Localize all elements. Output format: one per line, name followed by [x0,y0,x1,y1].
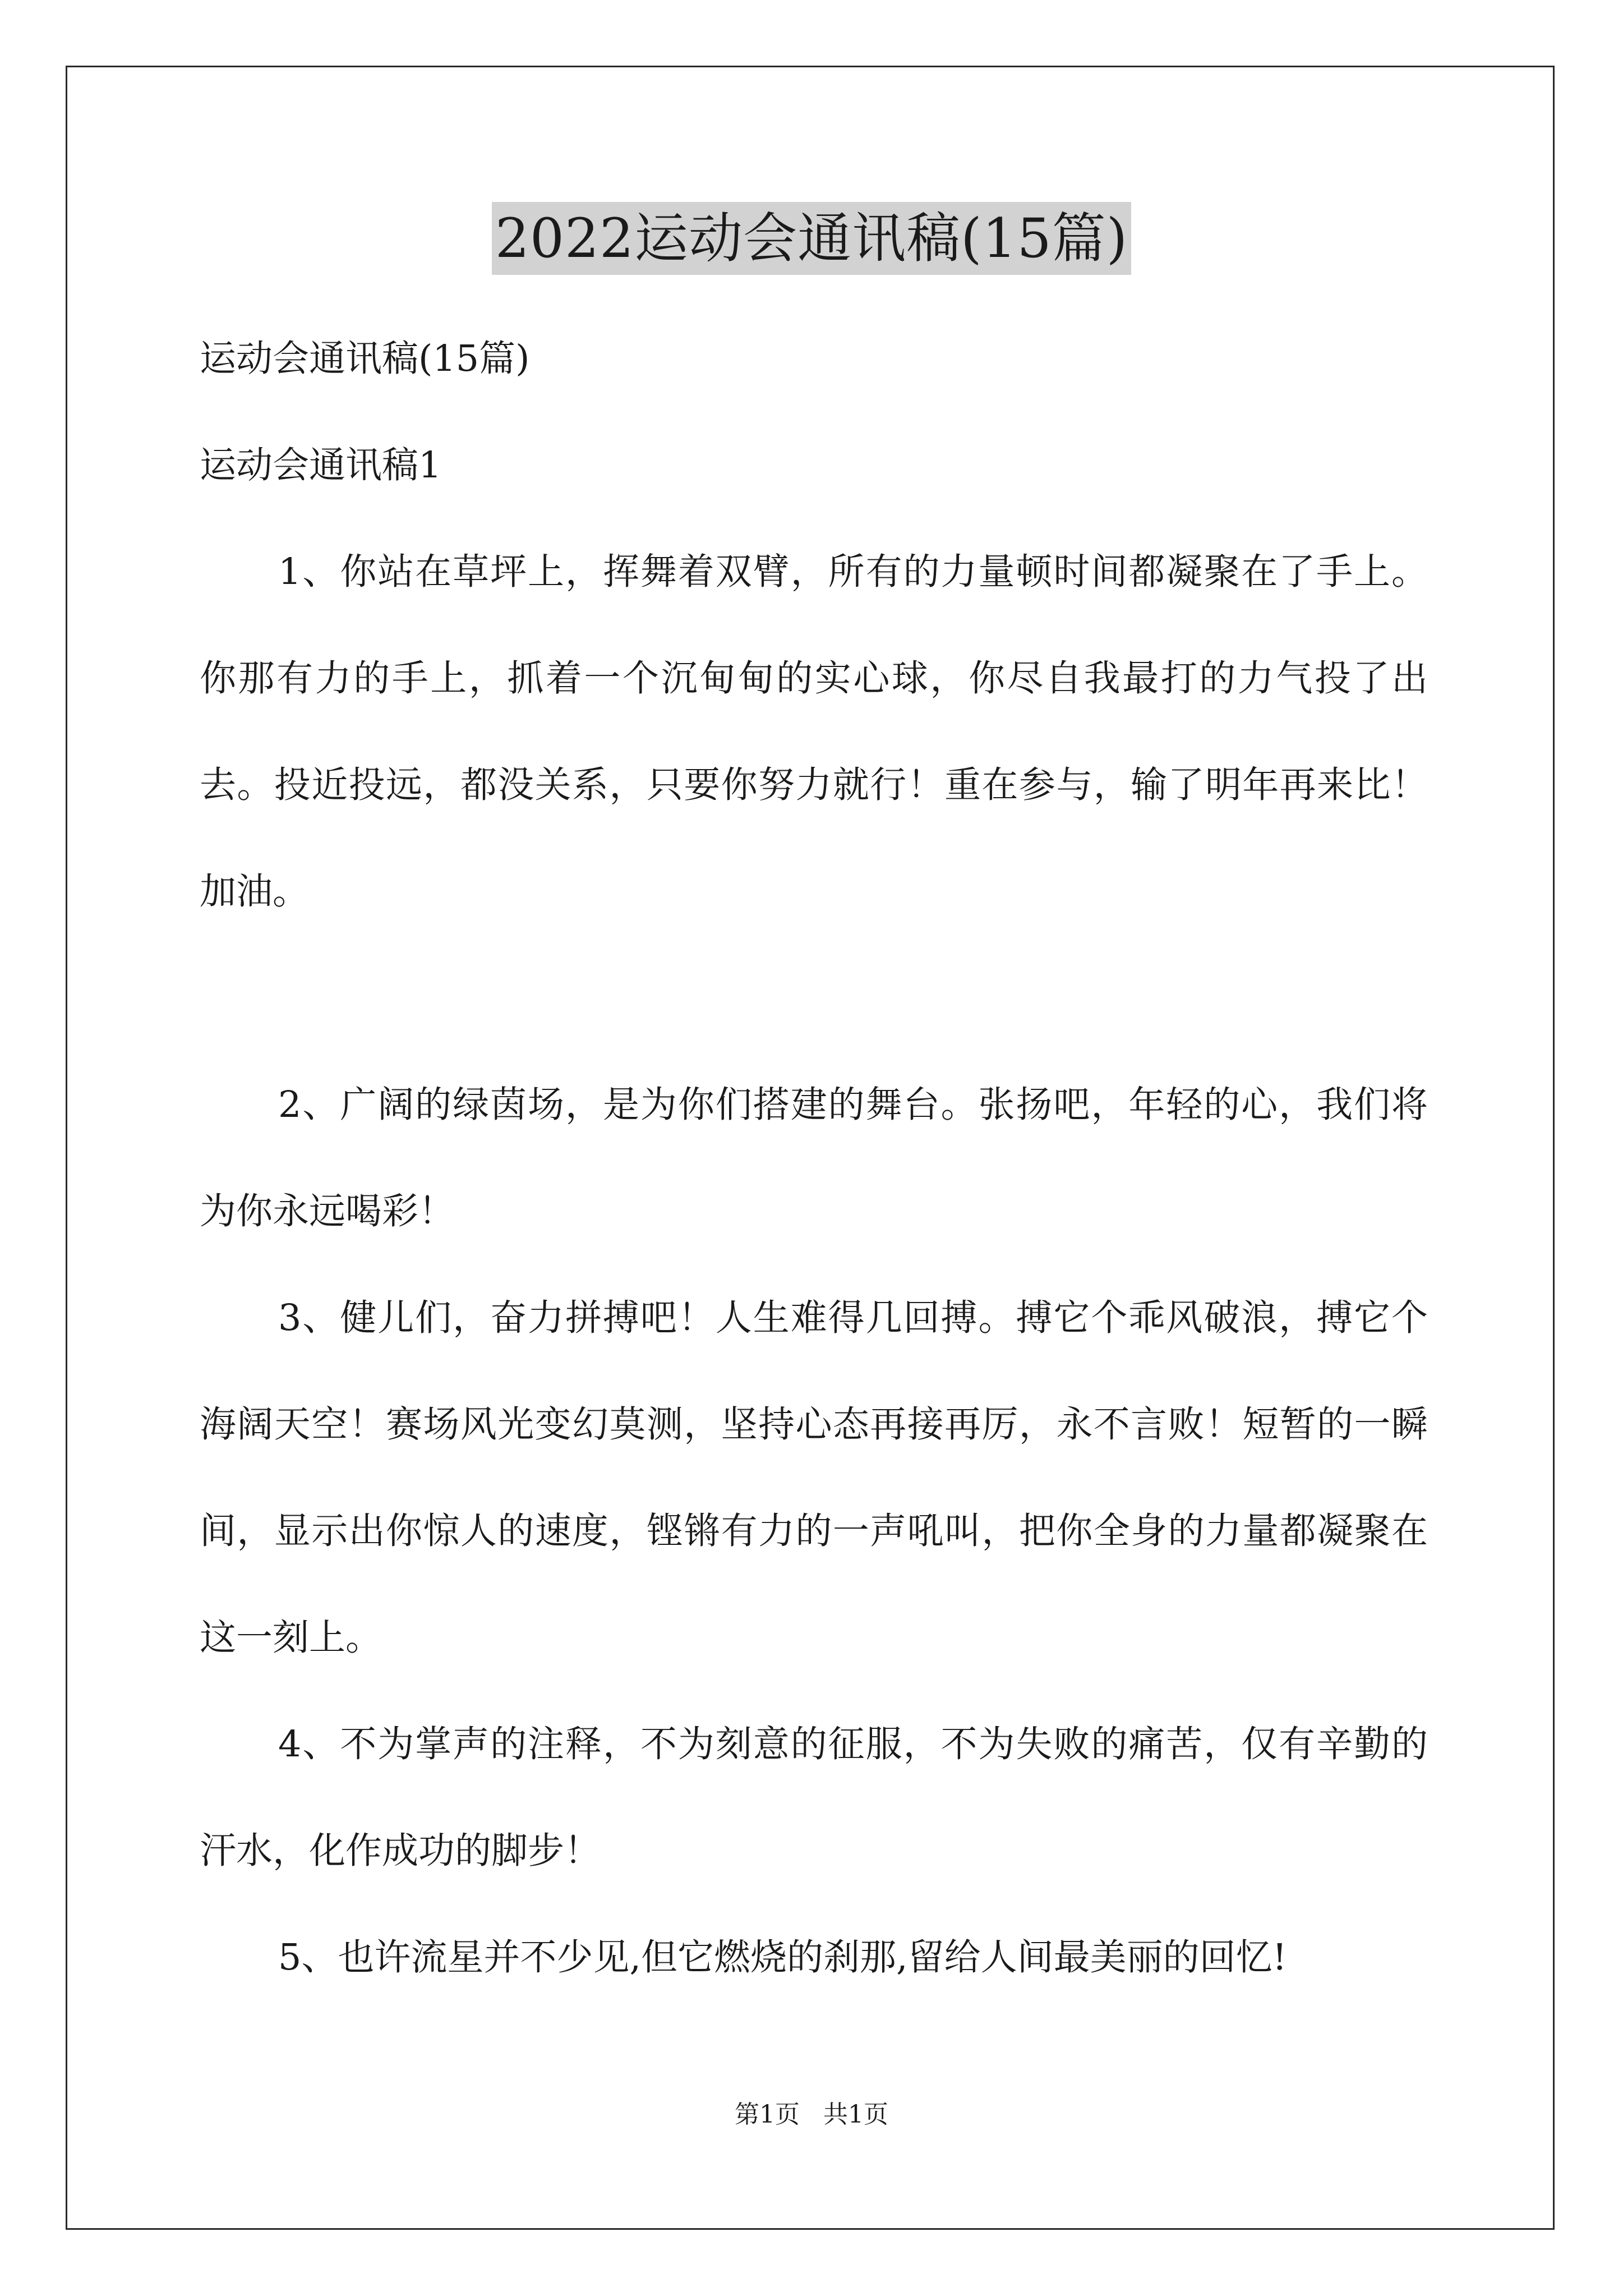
paragraph-1: 1、你站在草坪上，挥舞着双臂，所有的力量顿时间都凝聚在了手上。你那有力的手上，抓着一个沉甸甸的实心球，你尽自我最打的力气投了出去。投近投远，都没关系，只要你努力就行！重在参与，输了明年再来比！加油。 [200,551,1428,913]
paragraph-spacer [200,945,1428,1052]
page-footer: 第1页 共1页 [735,2100,888,2129]
title-container [0,202,1623,275]
paragraph-4: 4、不为掌声的注释，不为刻意的征服，不为失败的痛苦，仅有辛勤的汗水，化作成功的脚步！ [200,1723,1428,1872]
document-title: 2022运动会通讯稿(15篇) [492,202,1131,275]
document-body [200,306,1428,2011]
paragraph-3: 3、健儿们，奋力拼搏吧！人生难得几回搏。搏它个乖风破浪，搏它个海阔天空！赛场风光变幻莫测，坚持心态再接再厉，永不言败！短暂的一瞬间，显示出你惊人的速度，铿锵有力的一声吼叫，把你全身的力量都凝聚在这一刻上。 [200,1297,1428,1659]
document-subtitle: 运动会通讯稿(15篇) [200,338,530,380]
paragraph-2: 2、广阔的绿茵场，是为你们搭建的舞台。张扬吧，年轻的心，我们将为你永远喝彩！ [200,1084,1428,1232]
section-heading: 运动会通讯稿1 [200,444,442,486]
paragraph-5: 5、也许流星并不少见,但它燃烧的刹那,留给人间最美丽的回忆! [278,1936,1287,1978]
